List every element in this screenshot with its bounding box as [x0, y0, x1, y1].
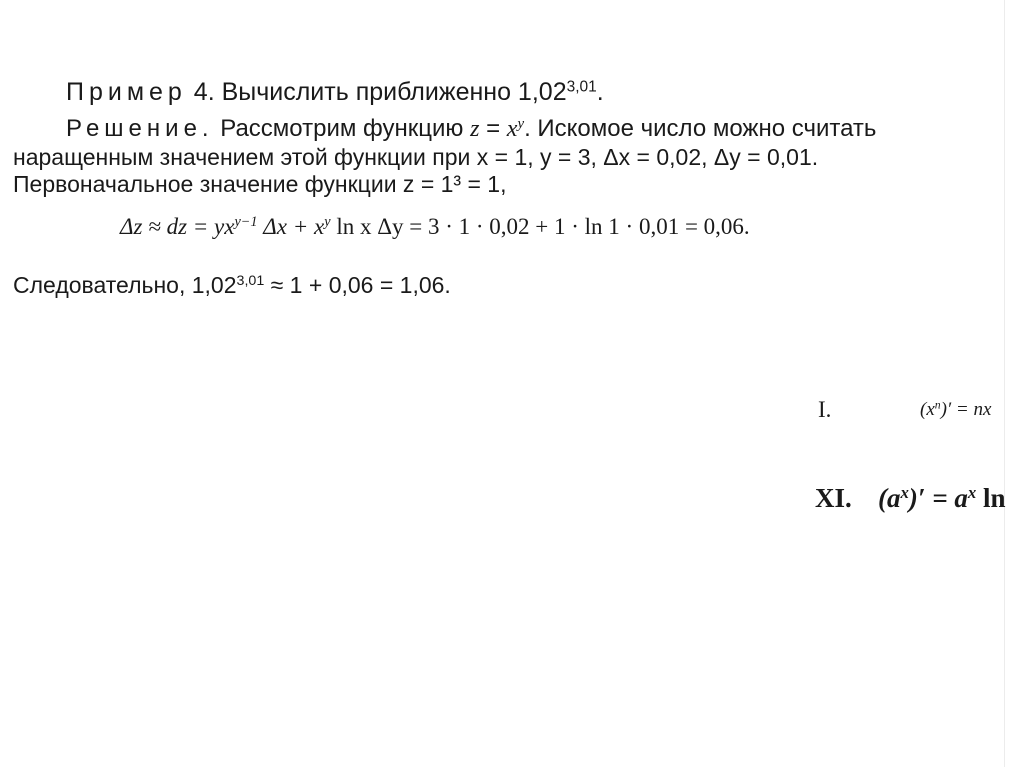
formula-exponent-1: y−1: [234, 214, 258, 231]
solution-line-2: наращенным значением этой функции при x = 1, y = 3, Δx = 0,02, Δy = 0,01.: [13, 144, 819, 170]
differential-formula: [120, 214, 750, 240]
func-variable-z: z: [470, 116, 480, 142]
example-label: Пример: [66, 78, 187, 106]
rule-xi-exponent: x: [900, 482, 909, 502]
solution-line-3: Первоначальное значение функции z = 1³ = 1,: [13, 171, 507, 197]
rule-xi-part-a: (a: [878, 483, 901, 513]
conclusion-exponent: 3,01: [236, 273, 265, 290]
rule-i-exponent: n: [934, 398, 941, 412]
rule-xi-formula: [878, 483, 1006, 514]
rule-xi-part-b: )′ = a: [908, 483, 968, 513]
func-equals: =: [479, 115, 507, 142]
conclusion-line: [13, 272, 451, 299]
example-exponent: 3,01: [566, 78, 597, 96]
formula-part-a: Δz ≈ dz = yx: [120, 214, 235, 239]
conclusion-text: Следовательно, 1,02: [13, 272, 237, 298]
rule-i-part-b: )′ = nx: [940, 399, 992, 420]
rule-xi-label: XI.: [815, 483, 852, 513]
solution-label: Решение.: [66, 115, 214, 142]
rule-xi-part-c: ln: [976, 483, 1006, 513]
conclusion-result: ≈ 1 + 0,06 = 1,06.: [264, 272, 451, 298]
formula-part-b: Δx + x: [257, 214, 325, 239]
solution-text-b: . Искомое число можно считать: [524, 115, 877, 142]
func-base-x: x: [506, 116, 518, 142]
formula-exponent-2: y: [324, 214, 331, 231]
example-heading: [66, 78, 604, 107]
formula-part-c: ln x Δy = 3 · 1 · 0,02 + 1 · ln 1 · 0,01 = 0,06.: [330, 214, 750, 239]
page-edge-divider: [1004, 0, 1005, 767]
rule-i-label: I.: [818, 397, 832, 422]
rule-i-part-a: (x: [920, 399, 935, 420]
func-exponent-y: y: [517, 115, 525, 132]
solution-line-1: [66, 115, 876, 143]
solution-text-a: Рассмотрим функцию: [213, 115, 471, 142]
example-text: 4. Вычислить приближенно 1,02: [186, 78, 567, 106]
rule-xi-exponent-2: x: [967, 482, 977, 502]
rule-i-formula: [920, 399, 991, 421]
example-tail: .: [596, 78, 604, 106]
